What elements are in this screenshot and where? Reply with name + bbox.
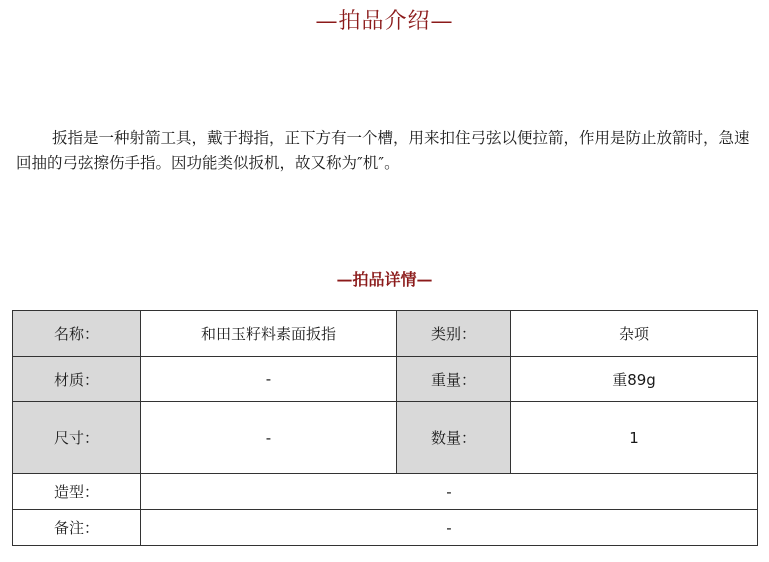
- weight-label: 重量：: [397, 357, 511, 402]
- shape-value: -: [141, 474, 758, 510]
- size-value: -: [141, 402, 397, 474]
- quantity-label: 数量：: [397, 402, 511, 474]
- notes-label: 备注：: [13, 510, 141, 546]
- table-row-notes: [13, 510, 758, 546]
- table-row-material: [13, 357, 758, 402]
- category-value: 杂项: [511, 311, 758, 357]
- name-label: 名称：: [13, 311, 141, 357]
- weight-value: 重89g: [511, 357, 758, 402]
- details-table: [12, 310, 758, 546]
- details-heading: —拍品详情—: [336, 270, 433, 289]
- table-row-shape: [13, 474, 758, 510]
- intro-heading: —拍品介绍—: [315, 9, 454, 34]
- intro-description: 扳指是一种射箭工具，戴于拇指，正下方有一个槽，用来扣住弓弦以便拉箭，作用是防止放箭时，急速回抽的弓弦擦伤手指。因功能类似扳机，故又称为″机″。: [16, 129, 750, 172]
- material-value: -: [141, 357, 397, 402]
- name-value: 和田玉籽料素面扳指: [141, 311, 397, 357]
- table-row-name: [13, 311, 758, 357]
- size-label: 尺寸：: [13, 402, 141, 474]
- notes-value: -: [141, 510, 758, 546]
- material-label: 材质：: [13, 357, 141, 402]
- shape-label: 造型：: [13, 474, 141, 510]
- table-row-size: [13, 402, 758, 474]
- quantity-value: 1: [511, 402, 758, 474]
- category-label: 类别：: [397, 311, 511, 357]
